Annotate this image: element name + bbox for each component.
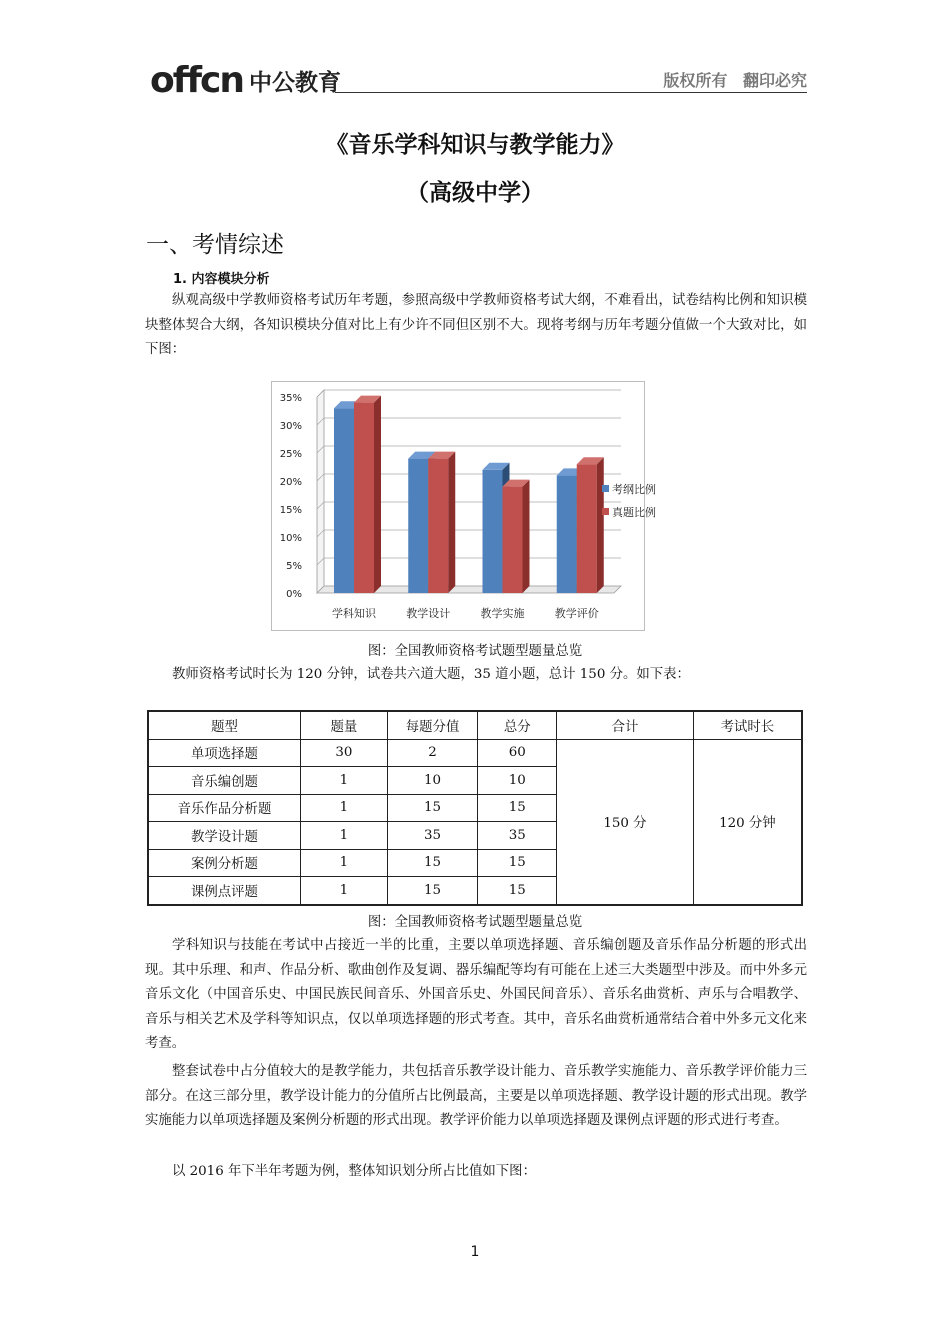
logo-text-cn: 中公教育 xyxy=(249,70,342,96)
document-subtitle: （高级中学） xyxy=(406,180,544,206)
table-cell: 1 xyxy=(300,849,387,877)
table-cell: 15 xyxy=(478,794,557,822)
y-tick-label: 15% xyxy=(279,505,302,516)
chart-side-wall xyxy=(317,390,324,593)
table-cell: 15 xyxy=(478,849,557,877)
y-tick-label: 30% xyxy=(279,421,302,432)
paragraph-example: 以 2016 年下半年考题为例，整体知识划分所占比值如下图： xyxy=(172,1164,536,1179)
y-tick-label: 5% xyxy=(286,561,302,572)
copyright-notice: 版权所有 翻印必究 xyxy=(663,71,807,90)
bar xyxy=(428,459,448,593)
bar-chart xyxy=(271,381,656,631)
table-total-cell: 150 分 xyxy=(557,739,694,905)
page-number: 1 xyxy=(470,1244,480,1260)
bar-side xyxy=(597,457,604,593)
table-cell: 10 xyxy=(387,767,478,795)
table-cell: 15 xyxy=(478,877,557,905)
table-header-cell: 题型 xyxy=(148,711,300,739)
table-cell: 音乐编创题 xyxy=(148,767,300,795)
x-tick-label: 教学实施 xyxy=(480,607,525,620)
legend-label: 真题比例 xyxy=(612,506,656,519)
paragraph-teaching: 整套试卷中占分值较大的是教学能力，共包括音乐教学设计能力、音乐教学实施能力、音乐教学评价能力三部分。在这三部分里，教学设计能力的分值所占比例最高，主要是以单项选择题、教学设计题的形式出现。教学实施能力以单项选择题及案例分析题的形式出现。教学评价能力以单项选择题及课例点评题的形式进行考查。 xyxy=(145,1064,807,1128)
y-tick-label: 0% xyxy=(286,589,302,600)
table-cell: 音乐作品分析题 xyxy=(148,794,300,822)
exam-structure-table xyxy=(147,710,803,906)
table-cell: 35 xyxy=(478,822,557,850)
table-header-cell: 合计 xyxy=(557,711,694,739)
bar xyxy=(408,459,428,593)
x-tick-label: 教学评价 xyxy=(554,607,599,620)
bar xyxy=(354,403,374,593)
intro-paragraph: 纵观高级中学教师资格考试历年考题，参照高级中学教师资格考试大纲，不难看出，试卷结构比例和知识模块整体契合大纲，各知识模块分值对比上有少许不同但区别不大。现将考纲与历年考题分值做一个大致对比，如下图： xyxy=(145,293,807,357)
logo-text-en: offcn xyxy=(150,60,244,101)
legend-swatch xyxy=(602,508,609,515)
table-cell: 10 xyxy=(478,767,557,795)
bar xyxy=(483,470,503,593)
bar-side xyxy=(448,452,455,593)
table-header-row xyxy=(148,711,802,739)
bar xyxy=(503,487,523,593)
chart-bars xyxy=(334,396,604,593)
document-title: 《音乐学科知识与教学能力》 xyxy=(325,132,625,158)
table-cell: 1 xyxy=(300,822,387,850)
table-cell: 15 xyxy=(387,794,478,822)
table-cell: 15 xyxy=(387,877,478,905)
y-tick-label: 25% xyxy=(279,449,302,460)
table-cell: 2 xyxy=(387,739,478,767)
legend-label: 考纲比例 xyxy=(612,483,656,496)
y-tick-label: 20% xyxy=(279,477,302,488)
legend-swatch xyxy=(602,485,609,492)
x-tick-label: 学科知识 xyxy=(332,607,376,620)
table-cell: 教学设计题 xyxy=(148,822,300,850)
table-row xyxy=(148,739,802,767)
table-header-cell: 考试时长 xyxy=(693,711,802,739)
bar-side xyxy=(374,396,381,593)
paragraph-knowledge: 学科知识与技能在考试中占接近一半的比重，主要以单项选择题、音乐编创题及音乐作品分析题的形式出现。其中乐理、和声、作品分析、歌曲创作及复调、器乐编配等均有可能在上述三大类题型中涉及。而中外多元音乐文化（中国音乐史、中国民族民间音乐、外国音乐史、外国民间音乐）、音乐名曲赏析、声乐与合唱教学、音乐与相关艺术及学科等知识点，仅以单项选择题的形式考查。其中，音乐名曲赏析通常结合着中外多元文化来考查。 xyxy=(145,938,807,1051)
bar xyxy=(334,408,354,593)
chart-caption: 图：全国教师资格考试题型题量总览 xyxy=(367,644,583,659)
subsection-heading: 1. 内容模块分析 xyxy=(173,272,270,287)
bar xyxy=(557,475,577,593)
table-cell: 1 xyxy=(300,794,387,822)
table-cell: 案例分析题 xyxy=(148,849,300,877)
bar xyxy=(577,464,597,593)
chart-legend xyxy=(602,482,656,519)
table-header-cell: 题量 xyxy=(300,711,387,739)
y-tick-label: 35% xyxy=(279,393,302,404)
table-cell: 60 xyxy=(478,739,557,767)
section-heading: 一、考情综述 xyxy=(146,232,284,258)
table-cell: 1 xyxy=(300,877,387,905)
table-header-cell: 总分 xyxy=(478,711,557,739)
table-caption: 图：全国教师资格考试题型题量总览 xyxy=(367,915,583,930)
table-cell: 1 xyxy=(300,767,387,795)
table-cell: 课例点评题 xyxy=(148,877,300,905)
exam-paragraph: 教师资格考试时长为 120 分钟，试卷共六道大题，35 道小题，总计 150 分。如下表： xyxy=(172,667,690,682)
offcn-logo xyxy=(150,58,342,101)
table-cell: 30 xyxy=(300,739,387,767)
header-rule xyxy=(335,92,807,93)
table-header-cell: 每题分值 xyxy=(387,711,478,739)
y-tick-label: 10% xyxy=(279,533,302,544)
table-duration-cell: 120 分钟 xyxy=(693,739,802,905)
table-cell: 单项选择题 xyxy=(148,739,300,767)
x-tick-label: 教学设计 xyxy=(406,607,451,620)
table-cell: 15 xyxy=(387,849,478,877)
bar-side xyxy=(523,480,530,593)
table-cell: 35 xyxy=(387,822,478,850)
